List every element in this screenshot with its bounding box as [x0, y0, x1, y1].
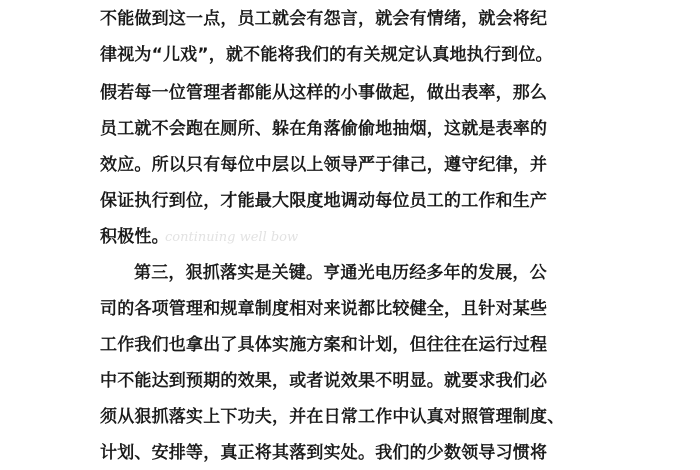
- text-line-10: 工作我们也拿出了具体实施方案和计划，但往往在运行过程: [100, 335, 548, 355]
- text-line-3: 假若每一位管理者都能从这样的小事做起，做出表率，那么: [100, 83, 548, 103]
- watermark-text: continuing well bow: [165, 230, 299, 245]
- text-line-9: 司的各项管理和规章制度相对来说都比较健全，且针对某些: [100, 299, 548, 319]
- paragraph-start-line: 第三，狠抓落实是关键。亨通光电历经多年的发展，公: [134, 263, 547, 283]
- text-line-7: 积极性。: [100, 227, 169, 247]
- text-line-2: 律视为“儿戏”，就不能将我们的有关规定认真地执行到位。: [100, 45, 553, 65]
- text-line-5: 效应。所以只有每位中层以上领导严于律己，遵守纪律，并: [100, 155, 548, 175]
- text-line-6: 保证执行到位，才能最大限度地调动每位员工的工作和生产: [100, 191, 548, 211]
- text-line-4: 员工就不会跑在厕所、躲在角落偷偷地抽烟，这就是表率的: [100, 119, 548, 139]
- text-line-13: 计划、安排等，真正将其落到实处。我们的少数领导习惯将: [100, 443, 548, 463]
- text-line-1: 不能做到这一点，员工就会有怨言，就会有情绪，就会将纪: [100, 9, 548, 29]
- text-line-12: 须从狠抓落实上下功夫，并在日常工作中认真对照管理制度、: [100, 407, 565, 427]
- text-line-11: 中不能达到预期的效果，或者说效果不明显。就要求我们必: [100, 371, 548, 391]
